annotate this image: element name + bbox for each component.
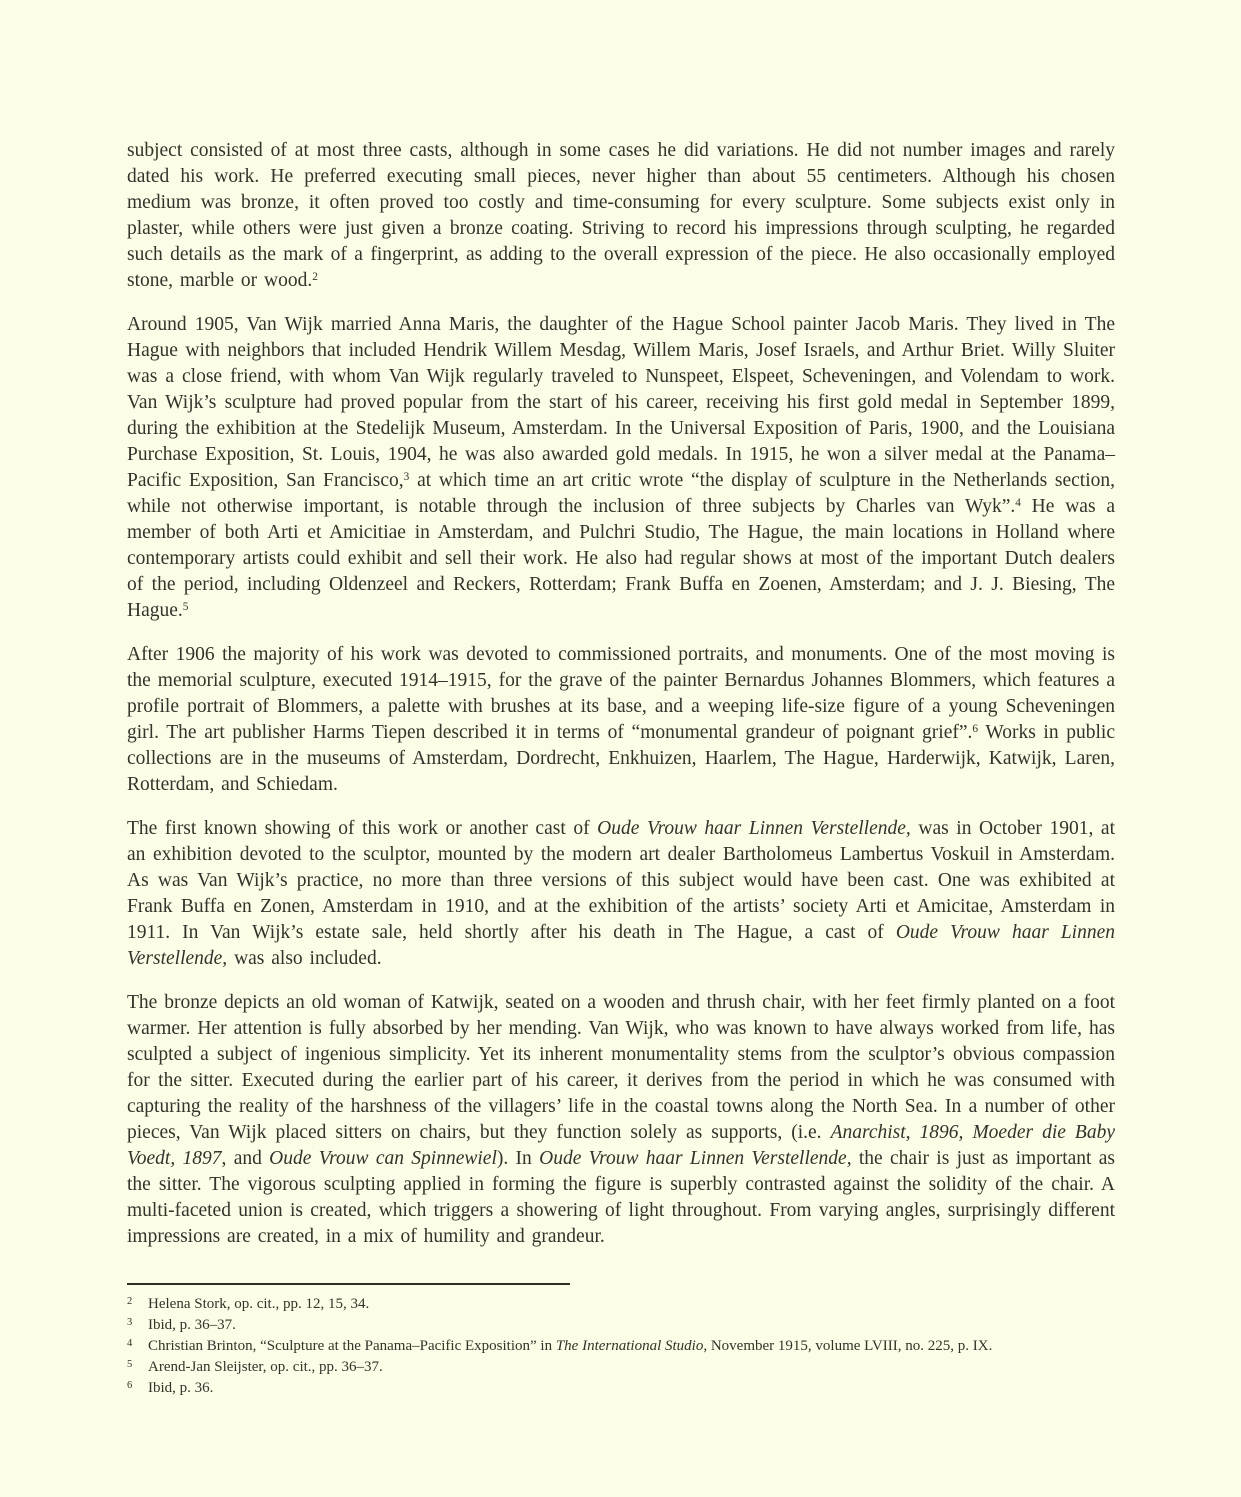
text-column — [127, 138, 1122, 1399]
footnote-6 — [127, 1378, 1115, 1398]
body-paragraph-3: After 1906 the majority of his work was devoted to commissioned portraits, and monuments. One of the most moving is the memorial sculpture, executed 1914–1915, for the grave of the painter Bernardus Johannes Blommers, which features a profile portrait of Blommers, a palette with brushes at its base, and a weeping life-size figure of a young Scheveningen girl. The art publisher Harms Tiepen described it in terms of “monumental grandeur of poignant grief”.$^6$ Works in public collections are in the museums of Amsterdam, Dordrecht, Enkhuizen, Haarlem, The Hague, Harderwijk, Katwijk, Laren, Rotterdam, and Schiedam. — [127, 644, 1122, 795]
footnote-number: 6 — [127, 1380, 133, 1391]
footnote-number: 2 — [127, 1296, 133, 1307]
footnotes-section — [127, 1283, 1115, 1398]
footnote-number: 3 — [127, 1317, 133, 1328]
footnote-number: 4 — [127, 1338, 133, 1349]
body-paragraph-1: subject consisted of at most three casts, although in some cases he did variations. He did not number images and rarely dated his work. He preferred executing small pieces, never higher than about 55 centimeters. Although his chosen medium was bronze, it often proved too costly and time-consuming for every sculpture. Some subjects exist only in plaster, while others were just given a bronze coating. Striving to record his impressions through sculpting, he regarded such details as the mark of a fingerprint, as adding to the overall expression of the piece. He also occasionally employed stone, marble or wood.$^2$ — [127, 140, 1122, 291]
footnote-number: 5 — [127, 1359, 133, 1370]
footnote-text: Helena Stork, op. cit., pp. 12, 15, 34. — [148, 1296, 370, 1312]
body-paragraph-5: The bronze depicts an old woman of Katwijk, seated on a wooden and thrush chair, with her feet firmly planted on a foot warmer. Her attention is fully absorbed by her mending. Van Wijk, who was known to have always worked from life, has sculpted a subject of ingenious simplicity. Yet its inherent monumentality stems from the sculptor’s obvious compassion for the sitter. Executed during the earlier part of his career, it derives from the period in which he was consumed with capturing the reality of the harshness of the villagers’ life in the coastal towns along the North Sea. In a number of other pieces, Van Wijk placed sitters on chairs, but they function solely as supports, (i.e. Anarchist, 1896, Moeder die Baby Voedt, 1897, and Oude Vrouw can Spinnewiel). In Oude Vrouw haar Linnen Verstellende, the chair is just as important as the sitter. The vigorous sculpting applied in forming the figure is superbly contrasted against the solidity of the chair. A multi-faceted union is created, which triggers a showering of light throughout. From varying angles, surprisingly different impressions are created, in a mix of humility and grandeur. — [127, 992, 1122, 1247]
footnote-text: Arend-Jan Sleijster, op. cit., pp. 36–37. — [148, 1359, 383, 1375]
footnote-divider — [127, 1283, 570, 1285]
footnote-2 — [127, 1294, 1115, 1314]
footnote-3 — [127, 1315, 1115, 1335]
footnote-4 — [127, 1336, 1115, 1356]
footnote-text: Ibid, p. 36. — [148, 1380, 214, 1396]
body-paragraph-2: Around 1905, Van Wijk married Anna Maris, the daughter of the Hague School painter Jacob Maris. They lived in The Hague with neighbors that included Hendrik Willem Mesdag, Willem Maris, Josef Israels, and Arthur Briet. Willy Sluiter was a close friend, with whom Van Wijk regularly traveled to Nunspeet, Elspeet, Scheveningen, and Volendam to work. Van Wijk’s sculpture had proved popular from the start of his career, receiving his first gold medal in September 1899, during the exhibition at the Stedelijk Museum, Amsterdam. In the Universal Exposition of Paris, 1900, and the Louisiana Purchase Exposition, St. Louis, 1904, he was also awarded gold medals. In 1915, he won a silver medal at the Panama–Pacific Exposition, San Francisco,$^3$ at which time an art critic wrote “the display of sculpture in the Netherlands section, while not otherwise important, is notable through the inclusion of three subjects by Charles van Wyk”.$^4$ He was a member of both Arti et Amicitiae in Amsterdam, and Pulchri Studio, The Hague, the main locations in Holland where contemporary artists could exhibit and sell their work. He also had regular shows at most of the important Dutch dealers of the period, including Oldenzeel and Reckers, Rotterdam; Frank Buffa en Zoenen, Amsterdam; and J. J. Biesing, The Hague.$^5$ — [127, 314, 1122, 621]
footnote-text: Ibid, p. 36–37. — [148, 1317, 236, 1333]
footnote-5 — [127, 1357, 1115, 1377]
body-paragraph-4: The first known showing of this work or another cast of Oude Vrouw haar Linnen Verstellende, was in October 1901, at an exhibition devoted to the sculptor, mounted by the modern art dealer Bartholomeus Lambertus Voskuil in Amsterdam. As was Van Wijk’s practice, no more than three versions of this subject would have been cast. One was exhibited at Frank Buffa en Zonen, Amsterdam in 1910, and at the exhibition of the artists’ society Arti et Amicitae, Amsterdam in 1911. In Van Wijk’s estate sale, held shortly after his death in The Hague, a cast of Oude Vrouw haar Linnen Verstellende, was also included. — [127, 818, 1122, 969]
footnote-text: Christian Brinton, “Sculpture at the Panama–Pacific Exposition” in The International Studio, November 1915, volume LVIII, no. 225, p. IX. — [148, 1338, 993, 1354]
